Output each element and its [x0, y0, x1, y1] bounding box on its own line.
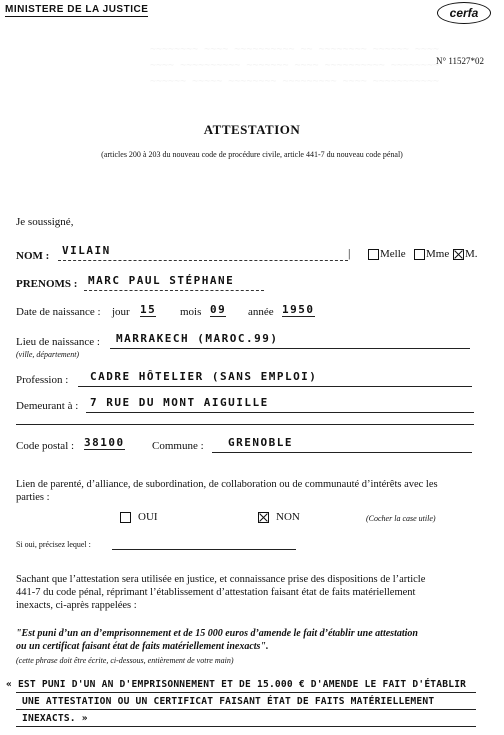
nom-label: NOM :: [16, 250, 50, 262]
commune-field[interactable]: GRENOBLE: [228, 436, 293, 449]
postal-code-field[interactable]: 38100: [84, 436, 125, 449]
warning-line3: inexacts, ci-après rappelées :: [16, 600, 137, 611]
birth-month-label: mois: [180, 306, 202, 318]
birth-day-field[interactable]: 15: [140, 303, 157, 316]
civility-melle-checkbox[interactable]: [368, 249, 379, 260]
birth-place-field[interactable]: MARRAKECH (MAROC.99): [116, 332, 279, 345]
legal-quote-line2: ou un certificat faisant état de faits matériellement inexacts".: [16, 641, 269, 652]
profession-field[interactable]: CADRE HÔTELIER (SANS EMPLOI): [90, 370, 318, 383]
relationship-oui-checkbox[interactable]: [120, 512, 131, 523]
nom-field[interactable]: VILAIN: [62, 244, 111, 257]
civility-mme-checkbox[interactable]: [414, 249, 425, 260]
civility-m-label: M.: [465, 248, 478, 260]
warning-line2: 441-7 du code pénal, réprimant l’établissement d’attestation faisant état de faits matériellement: [16, 587, 416, 598]
birth-place-sublabel: (ville, département): [16, 350, 80, 359]
civility-m-checkbox[interactable]: [453, 249, 464, 260]
relationship-question-line2: parties :: [16, 492, 50, 503]
cerfa-logo: cerfa: [437, 2, 491, 24]
birth-month-field[interactable]: 09: [210, 303, 227, 316]
bleed-through: ~~~~~~ ~~~~~ ~~~~~~~~ ~~~~~~~~~ ~~~~ ~~~~~~~~~~~: [150, 76, 439, 87]
commune-label: Commune :: [152, 440, 204, 452]
bleed-through: ~~~~ ~~~~~~~~~~ ~~~~~~~ ~~~~ ~~~~~~~~~~ ~~~~~~~~: [150, 60, 439, 71]
precisez-label: Si oui, précisez lequel :: [16, 540, 91, 549]
page-title: ATTESTATION: [203, 122, 301, 137]
handwritten-copy-line2: UNE ATTESTATION OU UN CERTIFICAT FAISANT ÉTAT DE FAITS MATÉRIELLEMENT: [22, 696, 435, 707]
intro-text: Je soussigné,: [16, 216, 74, 228]
legal-quote-note: (cette phrase doit être écrite, ci-dessous, entièrement de votre main): [16, 656, 234, 665]
birth-day-label: jour: [112, 306, 130, 318]
prenoms-label: PRENOMS :: [16, 278, 78, 290]
relationship-hint: (Cocher la case utile): [366, 514, 436, 523]
handwritten-copy-line1: « EST PUNI D'UN AN D'EMPRISONNEMENT ET DE 15.000 € D'AMENDE LE FAIT D'ÉTABLIR: [6, 679, 467, 690]
civility-melle-label: Melle: [380, 248, 406, 260]
birth-date-label: Date de naissance :: [16, 306, 101, 318]
ministry-header: MINISTERE DE LA JUSTICE: [5, 4, 149, 15]
profession-label: Profession :: [16, 374, 69, 386]
form-number: N° 11527*02: [435, 56, 484, 66]
civility-mme-label: Mme: [426, 248, 450, 260]
handwritten-copy-line3: INEXACTS. »: [22, 713, 88, 724]
relationship-question-line1: Lien de parenté, d’alliance, de subordination, de collaboration ou de communauté d’intérêts avec les: [16, 479, 438, 490]
prenoms-field[interactable]: MARC PAUL STÉPHANE: [88, 274, 235, 287]
relationship-non-label: NON: [276, 511, 300, 523]
birth-place-label: Lieu de naissance :: [16, 336, 100, 348]
postal-code-label: Code postal :: [16, 440, 75, 452]
bleed-through: ~~~~~~~~ ~~~~ ~~~~~~~~~~ ~~ ~~~~~~~~ ~~~~~~ ~~~~: [150, 44, 439, 55]
birth-year-field[interactable]: 1950: [282, 303, 315, 316]
address-field[interactable]: 7 RUE DU MONT AIGUILLE: [90, 396, 269, 409]
address-label: Demeurant à :: [16, 400, 79, 412]
warning-line1: Sachant que l’attestation sera utilisée en justice, et connaissance prise des dispositions de l’article: [16, 574, 426, 585]
page-subtitle: (articles 200 à 203 du nouveau code de procédure civile, article 441-7 du nouveau code pénal): [101, 150, 403, 159]
relationship-oui-label: OUI: [138, 511, 158, 523]
relationship-non-checkbox[interactable]: [258, 512, 269, 523]
nom-end-mark: |: [348, 246, 351, 260]
birth-year-label: année: [248, 306, 274, 318]
legal-quote-line1: "Est puni d’un an d’emprisonnement et de 15 000 euros d’amende le fait d’établir une attestation: [16, 628, 418, 639]
